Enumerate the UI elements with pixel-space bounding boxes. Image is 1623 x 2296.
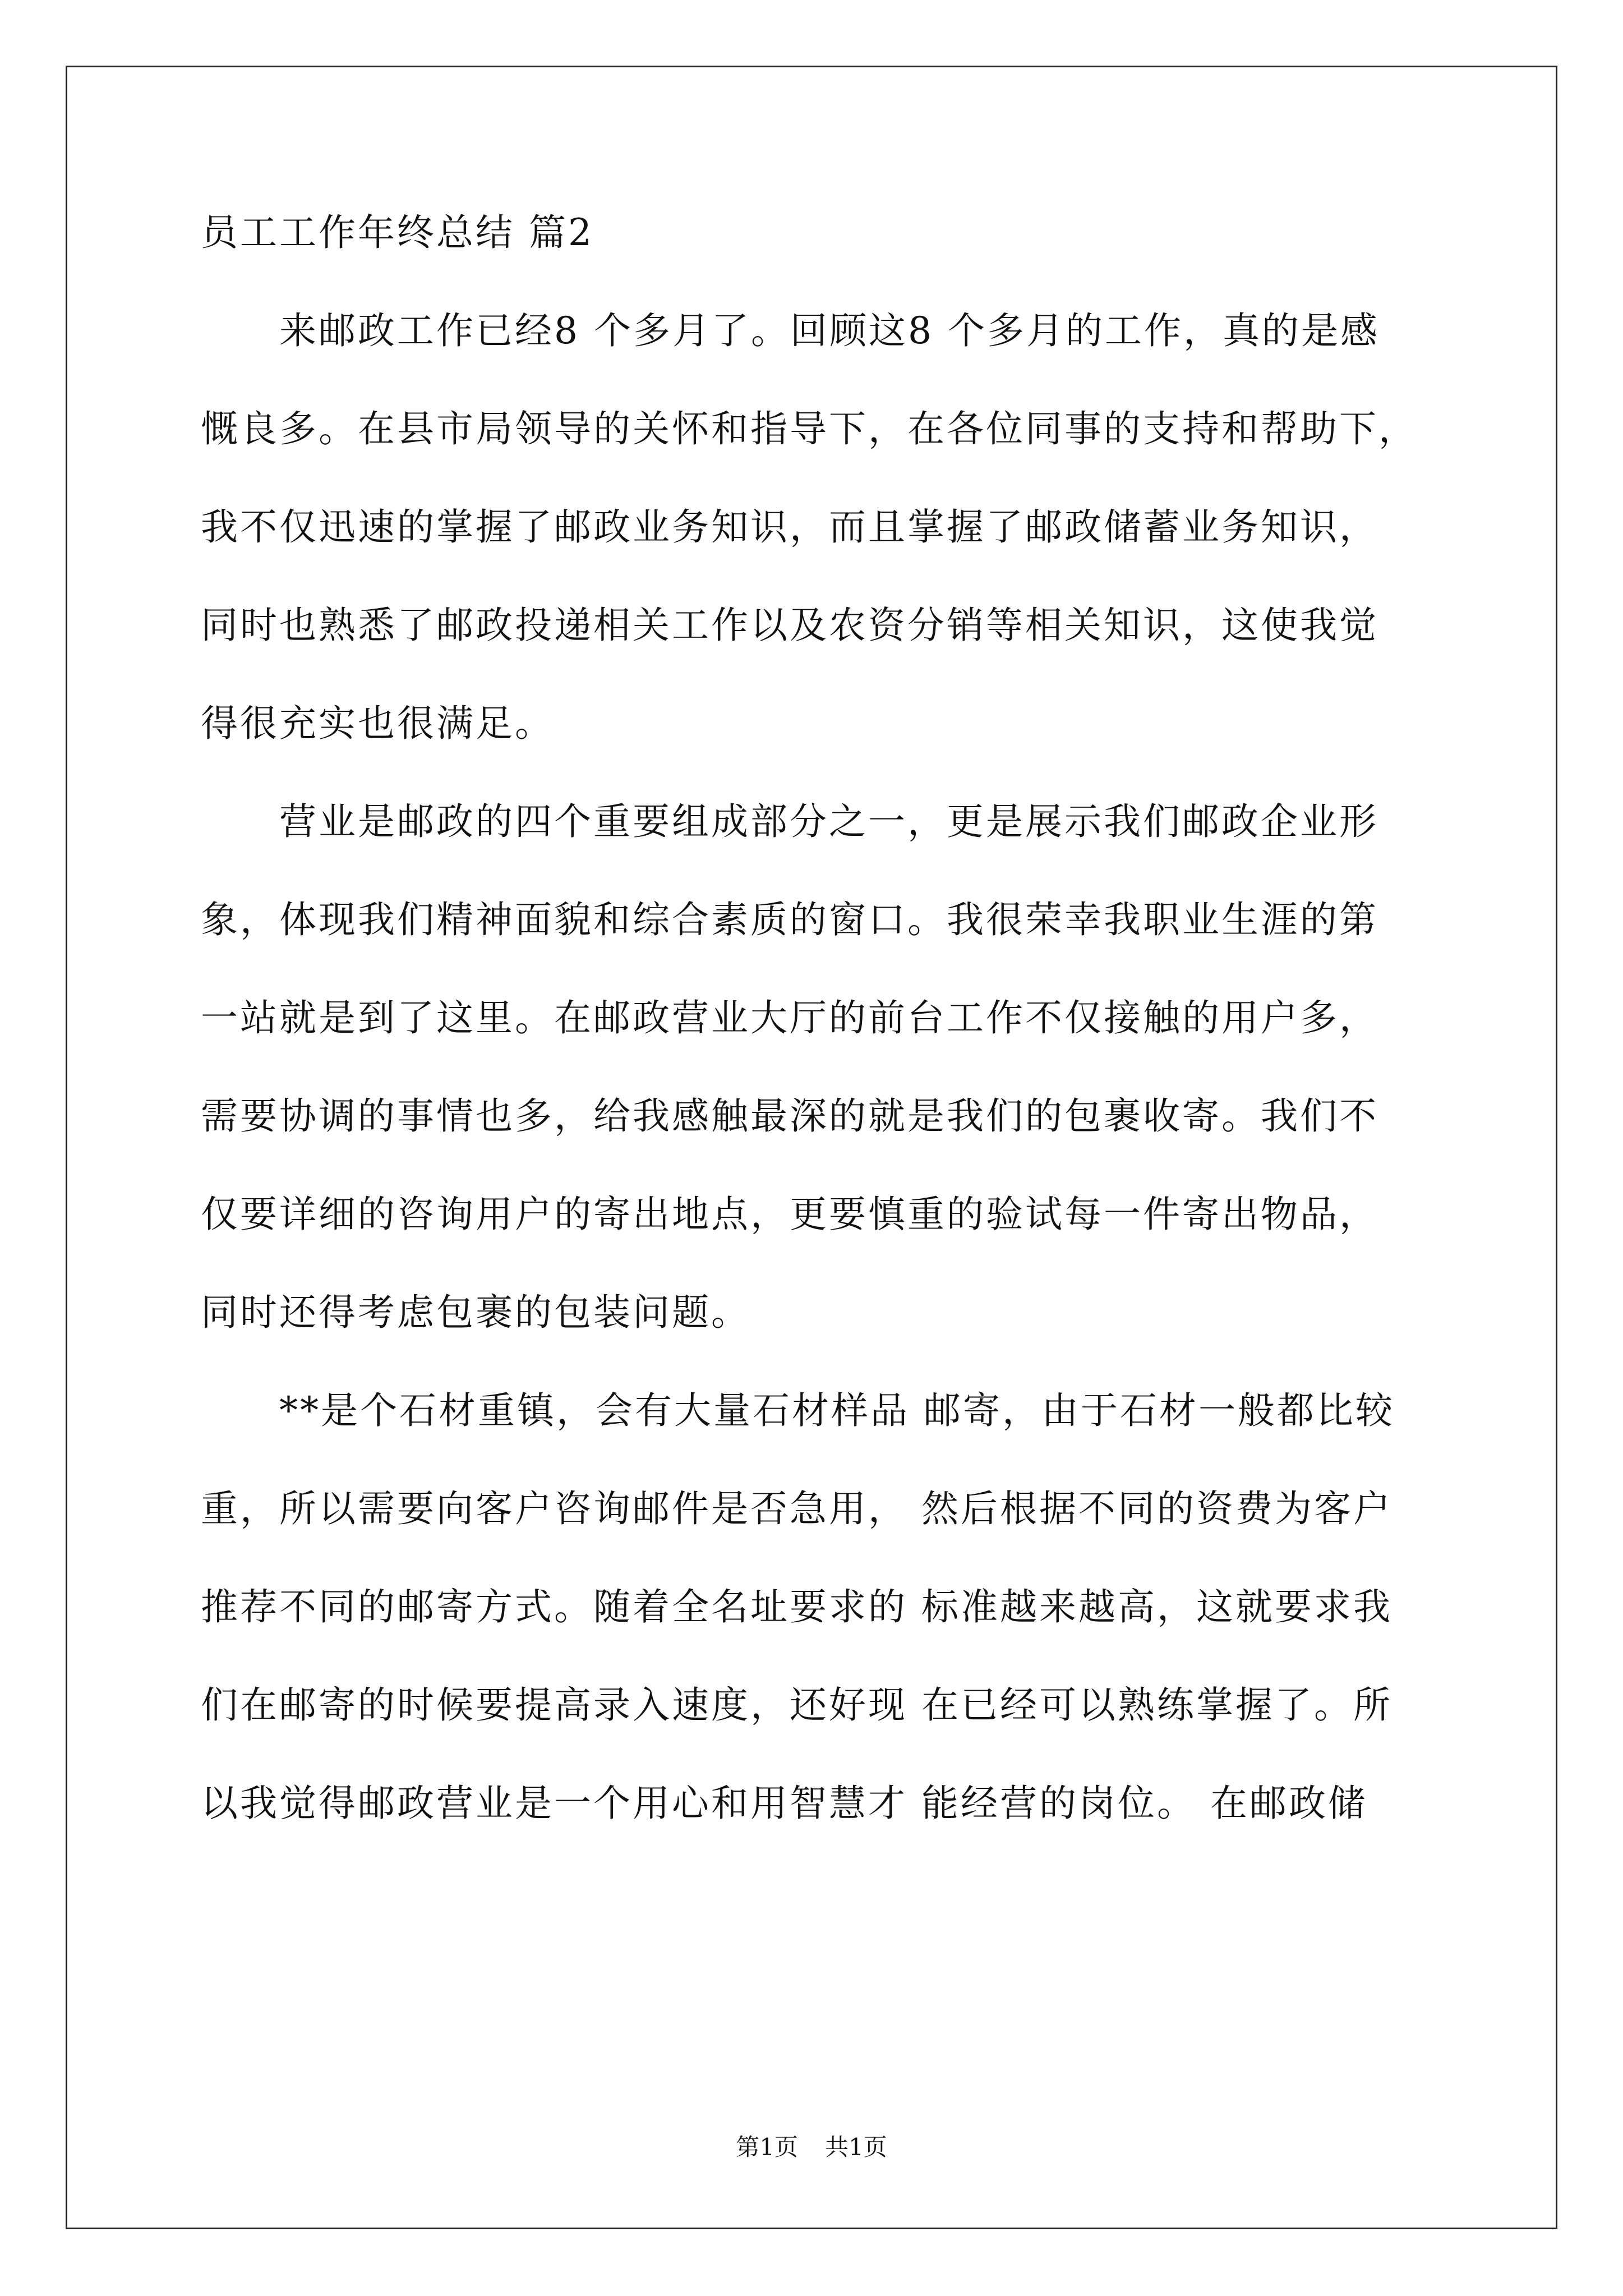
page-total: 共1页: [825, 2133, 887, 2161]
paragraph-line: 慨良多。在县市局领导的关怀和指导下，在各位同事的支持和帮助下，: [201, 407, 1418, 450]
document-title: 员工工作年终总结 篇2: [201, 211, 594, 254]
paragraph-line: 同时还得考虑包裹的包装问题。: [201, 1291, 750, 1334]
paragraph-line: 得很充实也很满足。: [201, 702, 554, 745]
paragraph-line: 重，所以需要向客户咨询邮件是否急用， 然后根据不同的资费为客户: [201, 1487, 1393, 1530]
paragraph-line: **是个石材重镇，会有大量石材样品 邮寄，由于石材一般都比较: [201, 1389, 1395, 1432]
paragraph-line: 以我觉得邮政营业是一个用心和用智慧才 能经营的岗位。 在邮政储: [201, 1782, 1367, 1825]
paragraph-line: 来邮政工作已经8 个多月了。回顾这8 个多月的工作，真的是感: [201, 309, 1380, 352]
paragraph-line: 象，体现我们精神面貌和综合素质的窗口。我很荣幸我职业生涯的第: [201, 898, 1378, 941]
paragraph-line: 同时也熟悉了邮政投递相关工作以及农资分销等相关知识，这使我觉: [201, 604, 1378, 647]
page-border: [66, 66, 1557, 2229]
page-footer: [0, 2132, 1623, 2163]
paragraph-line: 仅要详细的咨询用户的寄出地点，更要慎重的验试每一件寄出物品，: [201, 1193, 1378, 1236]
paragraph-line: 需要协调的事情也多，给我感触最深的就是我们的包裹收寄。我们不: [201, 1094, 1378, 1138]
paragraph-line: 营业是邮政的四个重要组成部分之一，更是展示我们邮政企业形: [201, 800, 1378, 843]
paragraph-line: 我不仅迅速的掌握了邮政业务知识，而且掌握了邮政储蓄业务知识，: [201, 505, 1378, 549]
paragraph-line: 一站就是到了这里。在邮政营业大厅的前台工作不仅接触的用户多，: [201, 996, 1378, 1039]
paragraph-line: 们在邮寄的时候要提高录入速度，还好现 在已经可以熟练掌握了。所: [201, 1683, 1393, 1727]
paragraph-line: 推荐不同的邮寄方式。随着全名址要求的 标准越来越高，这就要求我: [201, 1585, 1393, 1628]
page-number: 第1页: [736, 2133, 798, 2161]
